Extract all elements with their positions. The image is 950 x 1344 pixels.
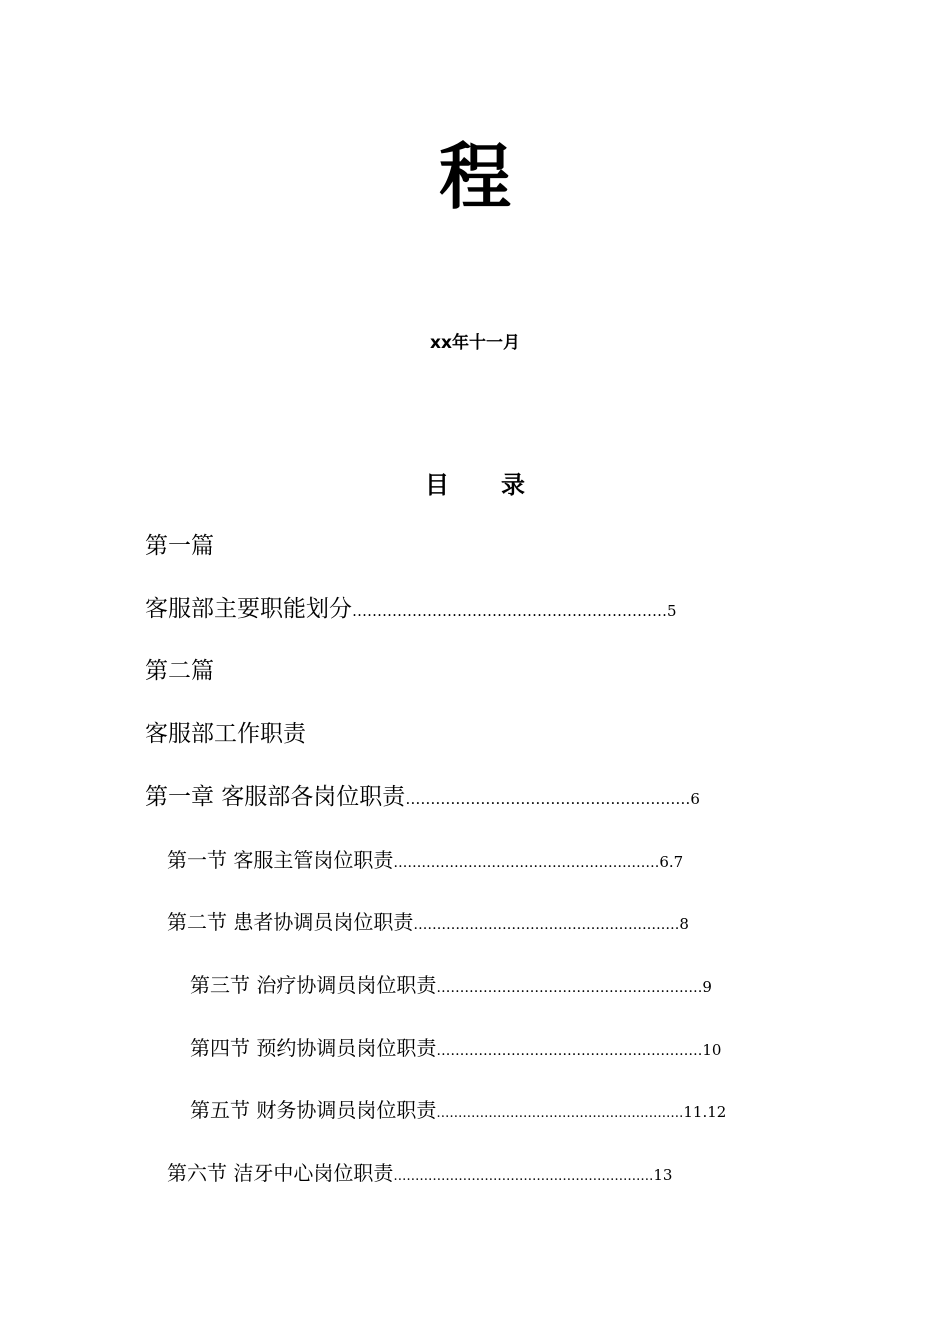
toc-entry[interactable] [190, 970, 712, 1003]
toc-entry [145, 719, 306, 749]
toc-page-number: 10 [702, 1041, 722, 1059]
toc-heading-left: 目 [425, 471, 449, 499]
toc-leader-dots: ………………………………………………… [413, 917, 680, 933]
toc-page-number: 6 [690, 790, 700, 808]
toc-heading [0, 470, 950, 500]
toc-entry-text: 第一节 客服主管岗位职责 [167, 848, 394, 872]
toc-heading-right: 录 [501, 471, 525, 499]
document-date: xx年十一月 [430, 333, 520, 353]
toc-leader-dots: ………………………………………………… [436, 1106, 684, 1121]
toc-page-number: 11.12 [683, 1103, 727, 1121]
toc-entry-text: 第一章 客服部各岗位职责 [145, 784, 406, 810]
toc-entry-text: 第三节 治疗协调员岗位职责 [190, 973, 437, 997]
toc-page-number: 9 [702, 978, 712, 996]
toc-page-number: 6.7 [659, 853, 684, 871]
toc-leader-dots: ……………………………………………………… [352, 602, 667, 620]
toc-entry[interactable] [145, 782, 700, 814]
toc-entry[interactable] [167, 1158, 672, 1192]
toc-entry-text: 第六节 洁牙中心岗位职责 [167, 1161, 394, 1185]
toc-entry[interactable] [167, 907, 689, 940]
toc-page-number: 8 [679, 915, 689, 933]
toc-entry-text: 客服部工作职责 [145, 721, 306, 747]
toc-entry [145, 531, 214, 561]
toc-entry-text: 第二节 患者协调员岗位职责 [167, 910, 414, 934]
toc-entry-text: 第二篇 [145, 658, 214, 684]
toc-entry[interactable] [145, 594, 677, 626]
toc-entry-text: 第四节 预约协调员岗位职责 [190, 1036, 437, 1060]
toc-leader-dots: ………………………………………………… [405, 790, 691, 808]
toc-leader-dots: ………………………………………………… [393, 855, 660, 871]
toc-entry [145, 656, 214, 686]
toc-leader-dots: ………………………………………………… [436, 1043, 703, 1059]
toc-entry[interactable] [190, 1095, 726, 1129]
toc-leader-dots: …………………………………………………… [393, 1169, 654, 1184]
toc-page-number: 5 [667, 602, 677, 620]
toc-entry-text: 第一篇 [145, 533, 214, 559]
toc-page-number: 13 [653, 1166, 673, 1184]
toc-entry[interactable] [190, 1033, 721, 1066]
toc-entry-text: 客服部主要职能划分 [145, 596, 352, 622]
toc-entry[interactable] [167, 845, 683, 878]
toc-entry-text: 第五节 财务协调员岗位职责 [190, 1098, 437, 1122]
toc-leader-dots: ………………………………………………… [436, 980, 703, 996]
document-title: 程 [438, 135, 511, 219]
